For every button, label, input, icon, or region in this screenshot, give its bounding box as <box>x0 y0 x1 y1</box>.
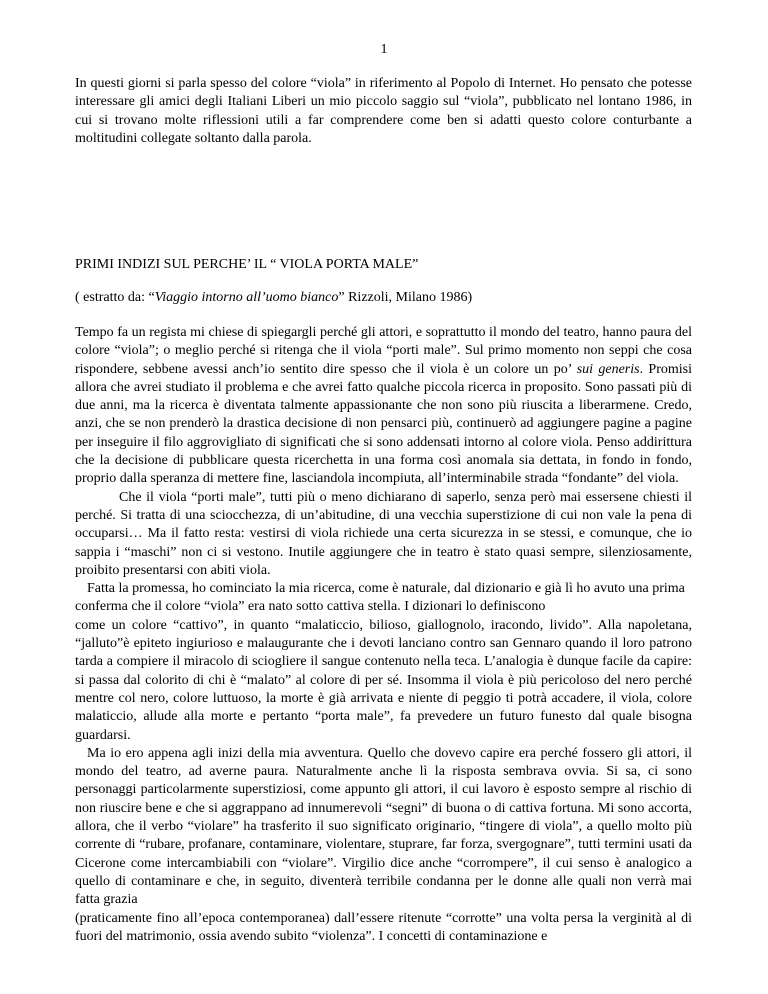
paragraph-4: Ma io ero appena agli inizi della mia avventura. Quello che dovevo capire era perché fossero gli attori, il mondo del teatro, ad averne paura. Naturalmente anche lì la risposta sembrava ovvia. Si sa, ci sono personaggi particolarmente superstiziosi, come appunto gli attori, il cui lavoro è esposto sempre al rischio di non riuscire bene e che si aggrappano ad innumerevoli “segni” di buona o di cattiva fortuna. Mi sono accorta, allora, che il verbo “violare” ha trasferito il suo significato originario, “tingere di viola”, a quello molto più corrente di “rubare, profanare, contaminare, violentare, stuprare, far forza, svergognare”, tutti termini usati da Cicerone come intercambiabili con “violare”. Virgilio dice anche “corrompere”, il cui senso è analogico a quello di contaminare e che, in seguito, diventerà terribile condanna per le donne alle quali non verrà mai fatta grazia <box>75 745 692 908</box>
paragraph-3-line-1: Fatta la promessa, ho cominciato la mia ricerca, come è naturale, dal dizionario e già lì ho avuto una prima conferma che il colore “viola” era nato sotto cattiva stella. I dizionari lo definiscono <box>75 581 685 615</box>
paragraph-4-continuation: (praticamente fino all’epoca contemporanea) dall’essere ritenute “corrotte” una volta persa la verginità al di fuori del matrimonio, ossia avendo subito “violenza”. I concetti di contaminazione e <box>75 910 692 944</box>
source-citation <box>75 290 472 306</box>
paragraph-1-italic: sui generis <box>576 361 640 377</box>
paragraph-3: come un colore “cattivo”, in quanto “malaticcio, bilioso, giallognolo, iracondo, livido”. Alla napoletana, “jalluto”è epiteto ingiurioso e malaugurante che i devoti lanciano contro san Gennaro quando il loro patrono tarda a compiere il miracolo di sciogliere il sangue contenuto nella teca. L’analogia è dunque facile da capire: si passa dal colorito di chi è “malato” al colore di per sé. Insomma il viola è più pericoloso del nero perché mentre col nero, colore luttuoso, la morte è già arrivata e niente di peggio ti potrà accadere, il viola, colore malaticcio, allude alla morte e pertanto “porta male”, fa prevedere un futuro funesto dal quale bisogna guardarsi. <box>75 617 692 743</box>
page-number: 1 <box>380 42 388 57</box>
section-heading: PRIMI INDIZI SUL PERCHE’ IL “ VIOLA PORTA MALE” <box>75 257 419 272</box>
source-prefix: ( estratto da: “ <box>75 290 155 305</box>
source-title: Viaggio intorno all’uomo bianco <box>154 290 339 305</box>
paragraph-1-part-b: . Promisi allora che avrei studiato il problema e che avrei fatto qualche piccola ricerca in proposito. Sono passati più di due anni, ma la ricerca è diventata talmente appassionante che non sono più riuscita a liberarmene. Credo, anzi, che se non prenderò la drastica decisione di non pensarci più, continuerò ad aggiungere pagine a pagine per inseguire il filo aggrovigliato di significati che si sono addensati intorno al colore viola. Penso addirittura che la decisione di pubblicare questa ricerchetta in una forma così anomala sia dettata, in fondo in fondo, proprio dalla speranza di mettere fine, lasciandola incompiuta, all’interminabile strada “fondante” del viola. <box>75 361 693 487</box>
paragraph-2: Che il viola “porti male”, tutti più o meno dichiarano di saperlo, senza però mai essersene chiesti il perché. Si tratta di una sciocchezza, di un’abitudine, di una vecchia superstizione di cui non vale la pena di occuparsi… Ma il fatto resta: vestirsi di viola richiede una certa sicurezza in se stessi, e comunque, che io sappia i “maschi” non ci si vestono. Inutile aggiungere che in teatro è stato quasi sempre, silenziosamente, proibito presentarsi con abiti viola. <box>75 489 692 578</box>
intro-paragraph: In questi giorni si parla spesso del colore “viola” in riferimento al Popolo di Internet. Ho pensato che potesse interessare gli amici degli Italiani Liberi un mio piccolo saggio sul “viola”, pubblicato nel lontano 1986, in cui si trovano molte riflessioni utili a far comprendere come ben si adatti questo colore conturbante a moltitudini collegate soltanto dalla parola. <box>75 76 692 146</box>
source-suffix: ” Rizzoli, Milano 1986) <box>338 290 473 305</box>
body-text <box>75 324 692 946</box>
paragraph-1-part-a: Tempo fa un regista mi chiese di spiegargli perché gli attori, e soprattutto il mondo del teatro, hanno paura del colore “viola”; o meglio perché si ritenga che il viola “porti male”. Sul primo momento non seppi che cosa rispondere, sebbene avessi anch’io sentito dire spesso che il viola è un colore un po’ <box>75 325 692 377</box>
paragraph-1 <box>75 324 692 489</box>
